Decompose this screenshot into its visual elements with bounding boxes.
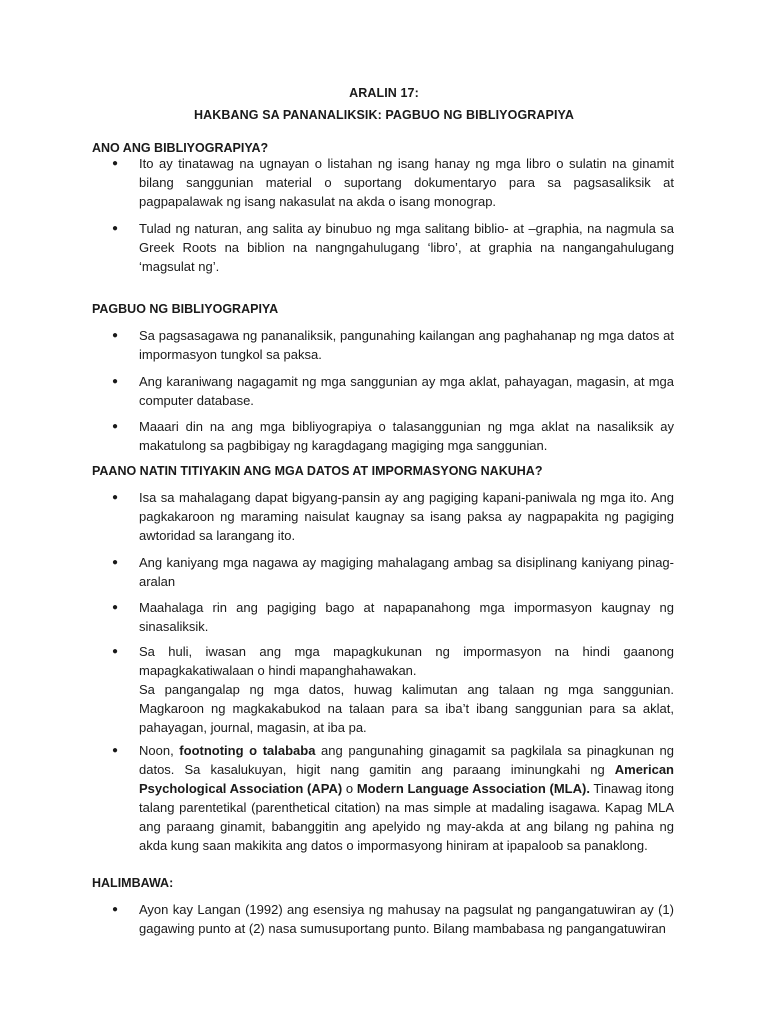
list-item <box>112 642 674 737</box>
list-item <box>112 553 674 591</box>
list-item <box>112 326 674 364</box>
bullet-icon: ● <box>112 904 119 915</box>
list-item-text: Ang karaniwang nagagamit ng mga sanggunian ay mga aklat, pahayagan, magasin, at mga computer database. <box>139 374 674 408</box>
bullet-icon: ● <box>112 330 119 341</box>
section-heading: PAGBUO NG BIBLIYOGRAPIYA <box>92 302 279 316</box>
text-run: Noon, <box>139 743 180 758</box>
list-item-text <box>139 642 674 737</box>
list-item <box>112 741 674 855</box>
list-item-text: Ang kaniyang mga nagawa ay magiging mahalagang ambag sa disiplinang kaniyang pinag-aralan <box>139 555 674 589</box>
bullet-icon: ● <box>112 646 119 657</box>
text-run: ang pangunahing ginagamit sa pagkilala sa pinagkunan ng datos. Sa kasalukuyan, higit nang gamitin ang paraang iminungkahi ng <box>139 743 674 777</box>
list-item-text-part: Sa huli, iwasan ang mga mapagkukunan ng impormasyon na hindi gaanong mapagkakatiwalaan o hindi mapanghahawakan. <box>139 644 674 678</box>
bold-term: American Psychological Association (APA) <box>139 762 674 796</box>
bullet-icon: ● <box>112 376 119 387</box>
list-item <box>112 900 674 938</box>
bullet-icon: ● <box>112 158 119 169</box>
list-item <box>112 488 674 545</box>
bold-term: Modern Language Association (MLA). <box>356 781 590 796</box>
section-heading: PAANO NATIN TITIYAKIN ANG MGA DATOS AT IMPORMASYONG NAKUHA? <box>92 464 543 478</box>
bullet-icon: ● <box>112 745 119 756</box>
text-run: o <box>342 781 357 796</box>
list-item <box>112 154 674 211</box>
list-item <box>112 372 674 410</box>
bold-term: footnoting o talababa <box>179 743 316 758</box>
text-run: Tinawag itong talang parentetikal (parenthetical citation) na mas simple at madaling isagawa. Kapag MLA ang paraang ginamit, babanggitin ang apelyido ng may-akda at ang bilang ng pahina ng akda kung saan makikita ang datos o impormasyong hiniram at ipapaloob sa panaklong. <box>139 781 674 853</box>
bullet-icon: ● <box>112 421 119 432</box>
lesson-title: HAKBANG SA PANANALIKSIK: PAGBUO NG BIBLIYOGRAPIYA <box>194 108 574 122</box>
bullet-icon: ● <box>112 492 119 503</box>
list-item-text: Sa pagsasagawa ng pananaliksik, pangunahing kailangan ang paghahanap ng mga datos at impormasyon tungkol sa paksa. <box>139 328 674 362</box>
bullet-icon: ● <box>112 557 119 568</box>
section-heading: HALIMBAWA: <box>92 876 174 890</box>
section-heading: ANO ANG BIBLIYOGRAPIYA? <box>92 141 269 155</box>
list-item <box>112 417 674 455</box>
list-item-text: Ayon kay Langan (1992) ang esensiya ng mahusay na pagsulat ng pangangatuwiran ay (1) gagawing punto at (2) nasa sumusuportang punto. Bilang mambabasa ng pangangatuwiran <box>139 902 674 936</box>
list-item-text <box>139 741 674 855</box>
bullet-icon: ● <box>112 223 119 234</box>
bullet-icon: ● <box>112 602 119 613</box>
list-item-text-part: Sa pangangalap ng mga datos, huwag kalimutan ang talaan ng mga sanggunian. Magkaroon ng magkakabukod na talaan para sa iba’t ibang sanggunian para sa aklat, pahayagan, journal, magasin, at iba pa. <box>139 682 674 735</box>
list-item-text: Ito ay tinatawag na ugnayan o listahan ng isang hanay ng mga libro o sulatin na ginamit bilang sanggunian material o suportang dokumentaryo para sa pagsasaliksik at pagpapalawak ng isang nakasulat na akda o isang monograp. <box>139 156 674 209</box>
list-item <box>112 219 674 276</box>
list-item <box>112 598 674 636</box>
list-item-text: Maaari din na ang mga bibliyograpiya o talasanggunian ng mga aklat na nasaliksik ay makatulong sa pagbibigay ng karagdagang magiging mga sanggunian. <box>139 419 674 453</box>
list-item-text: Maahalaga rin ang pagiging bago at napapanahong mga impormasyon kaugnay ng sinasaliksik. <box>139 600 674 634</box>
list-item-text: Isa sa mahalagang dapat bigyang-pansin ay ang pagiging kapani-paniwala ng mga ito. Ang pagkakaroon ng maraming naisulat kaugnay sa isang paksa ay nagpapakita ng pagiging awtoridad sa larangang ito. <box>139 490 674 543</box>
lesson-number: ARALIN 17: <box>349 86 419 100</box>
list-item-text: Tulad ng naturan, ang salita ay binubuo ng mga salitang biblio- at –graphia, na nagmula sa Greek Roots na biblion na nangngahulugang ‘libro’, at graphia na nangangahulugang ‘magsulat ng’. <box>139 221 674 274</box>
